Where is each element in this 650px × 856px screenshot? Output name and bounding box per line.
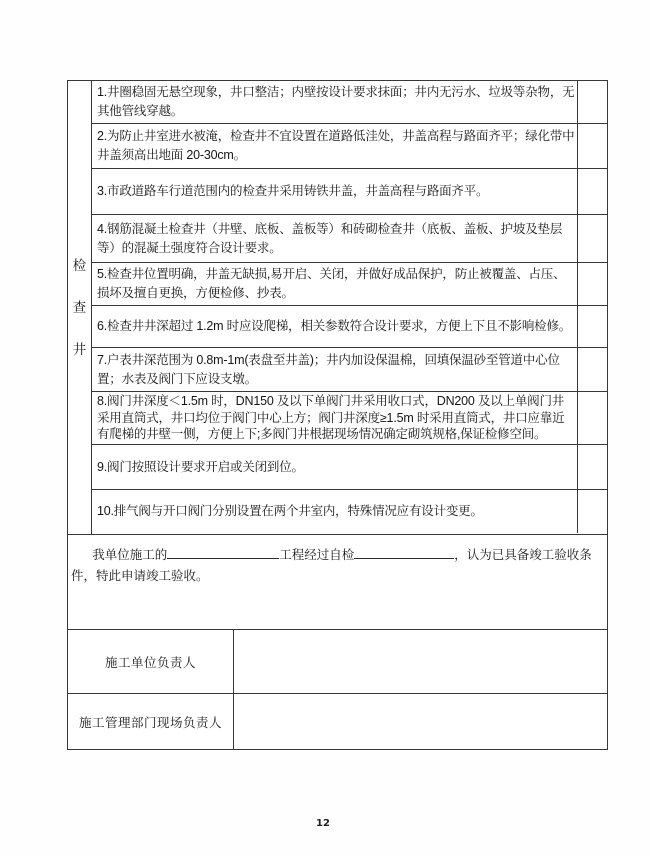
checklist-row: [92, 169, 607, 215]
checklist-item-text: 3.市政道路车行道范围内的检查井采用铸铁井盖，井盖高程与路面齐平。: [97, 184, 489, 198]
signature-value-construction-unit: [234, 630, 607, 693]
checklist-row: [92, 490, 607, 533]
check-result-cell: [577, 169, 607, 214]
page-number: 12: [316, 818, 330, 829]
checklist-row: [92, 306, 607, 348]
check-result-cell: [577, 306, 607, 347]
checklist-row: [92, 215, 607, 263]
checklist-row: [92, 392, 607, 445]
checklist-item-text: 1.井圈稳固无悬空现象，井口整洁；内壁按设计要求抹面；井内无污水、垃圾等杂物，无其他管线穿越。: [97, 85, 575, 118]
declaration-middle: 工程经过自检: [279, 548, 355, 562]
category-label: 检查井: [72, 257, 87, 357]
checklist-rows: [92, 81, 607, 534]
check-result-cell: [577, 445, 607, 489]
checklist-row: [92, 124, 607, 169]
checklist-row: [92, 263, 607, 306]
inspection-table: [67, 80, 608, 750]
signature-label-site-manager: 施工管理部门现场负责人: [68, 694, 234, 750]
checklist-item-text: 9.阀门按照设计要求开启或关闭到位。: [97, 459, 304, 474]
checklist-row: [92, 445, 607, 490]
checklist-item-text: 6.检查井井深超过 1.2m 时应设爬梯，相关参数符合设计要求，方便上下且不影响检修。: [97, 319, 572, 333]
signature-value-site-manager: [234, 694, 607, 750]
declaration-prefix: 我单位施工的: [92, 548, 168, 562]
checklist-item-text: 10.排气阀与开口阀门分别设置在两个井室内，特殊情况应有设计变更。: [97, 504, 483, 518]
checklist-row: [92, 348, 607, 392]
category-cell: [68, 81, 92, 534]
check-result-cell: [577, 124, 607, 168]
declaration-text: [71, 545, 604, 587]
signature-label-construction-unit: 施工单位负责人: [68, 630, 234, 693]
declaration-row: [68, 534, 607, 629]
blank-line-self-check: [354, 547, 454, 559]
checklist-section: [68, 81, 607, 534]
check-result-cell: [577, 215, 607, 262]
checklist-item-text: 7.户表井深范围为 0.8m-1m(表盘至井盖)；井内加设保温棉，回填保温砂至管道中心位置；水表及阀门下应设支墩。: [97, 352, 560, 386]
checklist-item-text: 2.为防止井室进水被淹，检查井不宜设置在道路低洼处，井盖高程与路面齐平；绿化带中井盖须高出地面 20-30cm。: [97, 129, 575, 162]
signature-row-construction-unit: [68, 629, 607, 693]
checklist-row: [92, 81, 607, 124]
check-result-cell: [577, 263, 607, 305]
check-result-cell: [577, 490, 607, 533]
check-result-cell: [577, 348, 607, 391]
checklist-item-text: 5.检查井位置明确，井盖无缺损,易开启、关闭，并做好成品保护，防止被覆盖、占压、损坏及擅自更换，方便检修、抄表。: [97, 267, 566, 300]
check-result-cell: [577, 81, 607, 123]
check-result-cell: [577, 392, 607, 444]
checklist-item-text: 8.阀门井深度＜1.5m 时，DN150 及以下单阀门井采用收口式，DN200 及以上单阀门井采用直筒式，井口均位于阀门中心上方；阀门井深度≥1.5m 时采用直筒式，井口应靠近有爬梯的井壁一侧，方便上下;多阀门井根据现场情况确定砌筑规格,保证检修空间。: [97, 394, 565, 442]
signature-row-site-manager: [68, 693, 607, 750]
checklist-item-text: 4.钢筋混凝土检查井（井壁、底板、盖板等）和砖砌检查井（底板、盖板、护坡及垫层等）的混凝土强度符合设计要求。: [97, 221, 563, 255]
blank-line-project-name: [167, 547, 279, 559]
declaration-suffix: ，认为已具备竣工验收条件，特此申请竣工验收。: [71, 548, 592, 583]
